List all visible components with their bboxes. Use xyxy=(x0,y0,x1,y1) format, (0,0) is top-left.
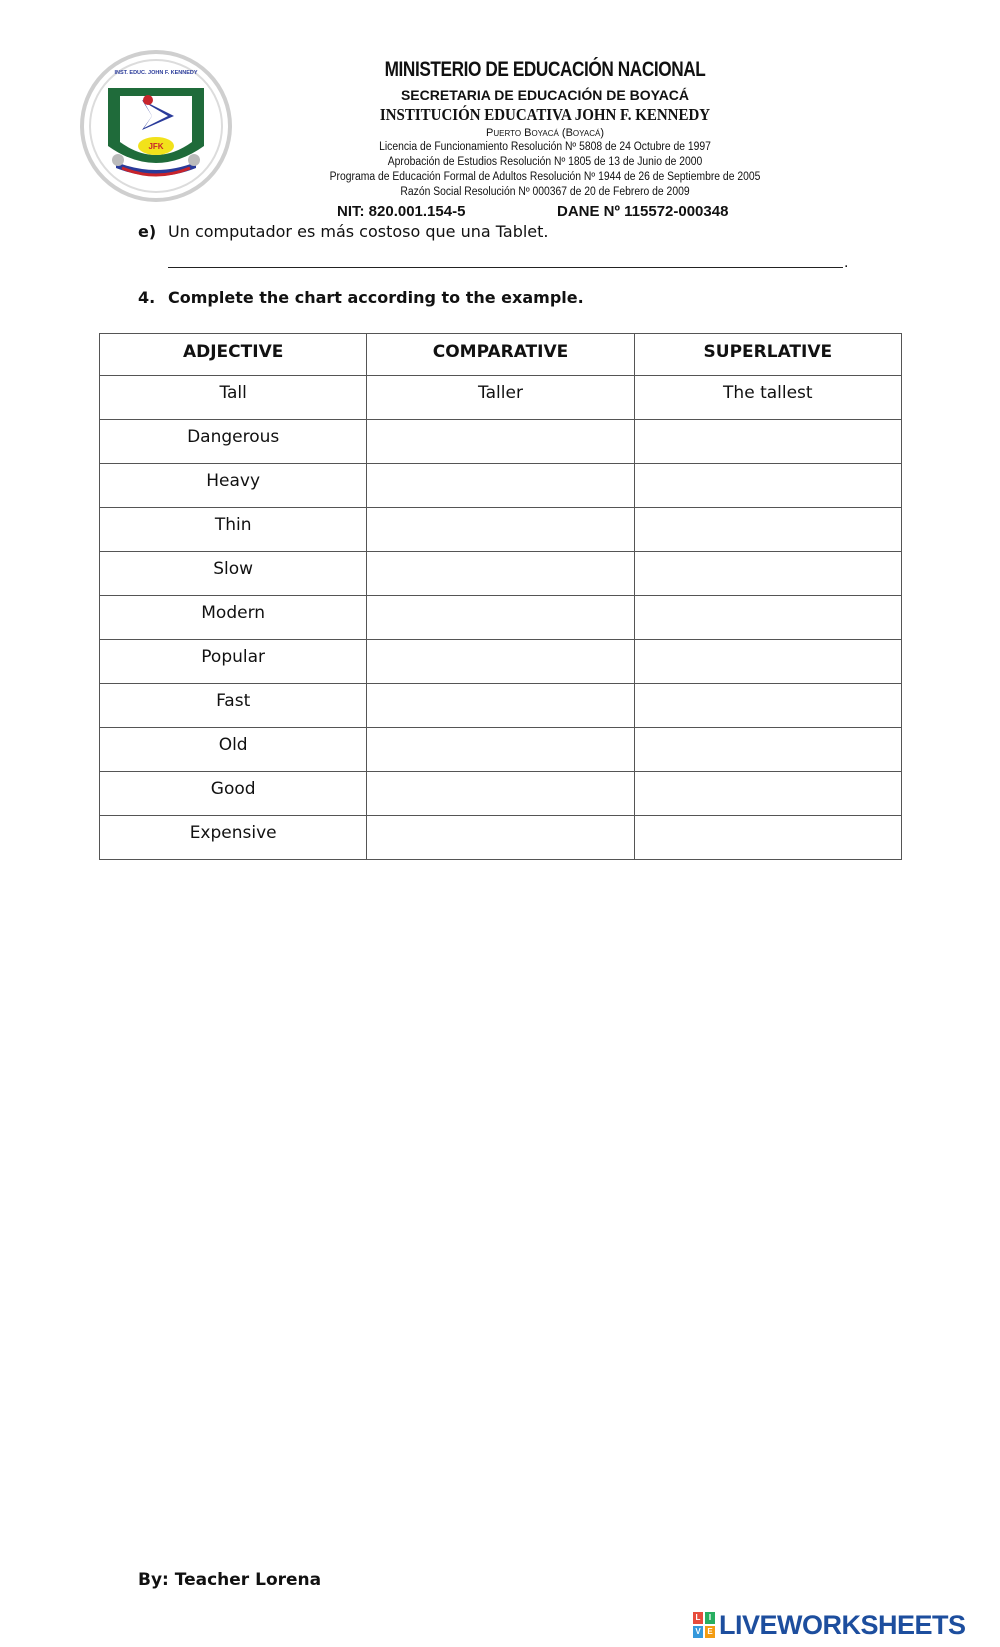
liveworksheets-brand xyxy=(693,1610,966,1640)
approval-line: Aprobación de Estudios Resolución Nº 1805 de 13 de Junio de 2000 xyxy=(387,156,703,168)
comparative-cell[interactable] xyxy=(367,464,634,508)
program-line: Programa de Educación Formal de Adultos Resolución Nº 1944 de 26 de Septiembre de 2005 xyxy=(329,171,761,183)
school-crest-logo xyxy=(78,50,234,202)
comparative-cell[interactable] xyxy=(367,772,634,816)
adjective-cell: Thin xyxy=(100,508,367,552)
superlative-cell[interactable] xyxy=(634,464,901,508)
answer-line-e[interactable] xyxy=(168,266,843,268)
header-adjective: ADJECTIVE xyxy=(100,334,367,376)
chart-row xyxy=(100,684,902,728)
chart-body xyxy=(100,376,902,860)
chart-row xyxy=(100,508,902,552)
chart-row xyxy=(100,816,902,860)
adjective-chart xyxy=(99,333,902,860)
superlative-cell[interactable] xyxy=(634,684,901,728)
comparative-cell[interactable] xyxy=(367,508,634,552)
secretaria-title: SECRETARIA DE EDUCACIÓN DE BOYACÁ xyxy=(400,87,690,103)
chart-row xyxy=(100,552,902,596)
comparative-cell[interactable] xyxy=(367,596,634,640)
item-e-label: e) xyxy=(138,222,157,241)
chart-row xyxy=(100,420,902,464)
location-line: Puerto Boyacá (Boyacá) xyxy=(486,127,604,139)
chart-header-row xyxy=(100,334,902,376)
adjective-cell: Good xyxy=(100,772,367,816)
chart-row xyxy=(100,728,902,772)
item-4-number: 4. xyxy=(138,288,156,307)
item-4-text: Complete the chart according to the example. xyxy=(168,288,584,307)
adjective-cell: Dangerous xyxy=(100,420,367,464)
comparative-cell[interactable] xyxy=(367,684,634,728)
ministry-title: MINISTERIO DE EDUCACIÓN NACIONAL xyxy=(384,58,706,81)
logo-ring-text: INST. EDUC. JOHN F. KENNEDY xyxy=(114,70,198,76)
superlative-cell[interactable] xyxy=(634,728,901,772)
dane-number: DANE Nº 115572-000348 xyxy=(557,203,729,220)
superlative-cell[interactable] xyxy=(634,772,901,816)
liveworksheets-wordmark: LIVEWORKSHEETS xyxy=(719,1609,966,1640)
superlative-cell[interactable] xyxy=(634,508,901,552)
adjective-cell: Heavy xyxy=(100,464,367,508)
chart-row xyxy=(100,772,902,816)
logo-letter-l: L xyxy=(693,1612,703,1624)
header-comparative: COMPARATIVE xyxy=(367,334,634,376)
superlative-cell[interactable] xyxy=(634,420,901,464)
item-e-text: Un computador es más costoso que una Tablet. xyxy=(168,222,549,241)
item-4-instruction xyxy=(138,288,584,307)
superlative-cell[interactable] xyxy=(634,640,901,684)
logo-letter-e: E xyxy=(705,1626,715,1638)
license-line: Licencia de Funcionamiento Resolución Nº 5808 de 24 Octubre de 1997 xyxy=(379,141,711,153)
superlative-cell[interactable] xyxy=(634,816,901,860)
superlative-cell[interactable] xyxy=(634,552,901,596)
adjective-cell: Old xyxy=(100,728,367,772)
chart-row xyxy=(100,640,902,684)
liveworksheets-logo-icon xyxy=(693,1612,715,1638)
razon-social-line: Razón Social Resolución Nº 000367 de 20 de Febrero de 2009 xyxy=(400,186,690,198)
adjective-cell: Tall xyxy=(100,376,367,420)
chart-row xyxy=(100,464,902,508)
adjective-cell: Popular xyxy=(100,640,367,684)
superlative-cell[interactable] xyxy=(634,596,901,640)
logo-letter-i: I xyxy=(705,1612,715,1624)
adjective-cell: Slow xyxy=(100,552,367,596)
header-superlative: SUPERLATIVE xyxy=(634,334,901,376)
comparative-cell[interactable] xyxy=(367,552,634,596)
nit-number: NIT: 820.001.154-5 xyxy=(337,203,466,220)
comparative-cell: Taller xyxy=(367,376,634,420)
superlative-cell: The tallest xyxy=(634,376,901,420)
comparative-cell[interactable] xyxy=(367,640,634,684)
comparative-cell[interactable] xyxy=(367,420,634,464)
comparative-cell[interactable] xyxy=(367,816,634,860)
institution-name: INSTITUCIÓN EDUCATIVA JOHN F. KENNEDY xyxy=(379,105,711,124)
logo-center-text: JFK xyxy=(148,142,164,151)
author-footer: By: Teacher Lorena xyxy=(138,1570,322,1590)
answer-line-end: . xyxy=(844,254,849,271)
comparative-cell[interactable] xyxy=(367,728,634,772)
chart-row xyxy=(100,376,902,420)
adjective-cell: Modern xyxy=(100,596,367,640)
chart-row xyxy=(100,596,902,640)
adjective-cell: Expensive xyxy=(100,816,367,860)
adjective-cell: Fast xyxy=(100,684,367,728)
logo-letter-v: V xyxy=(693,1626,703,1638)
item-e xyxy=(138,222,549,241)
